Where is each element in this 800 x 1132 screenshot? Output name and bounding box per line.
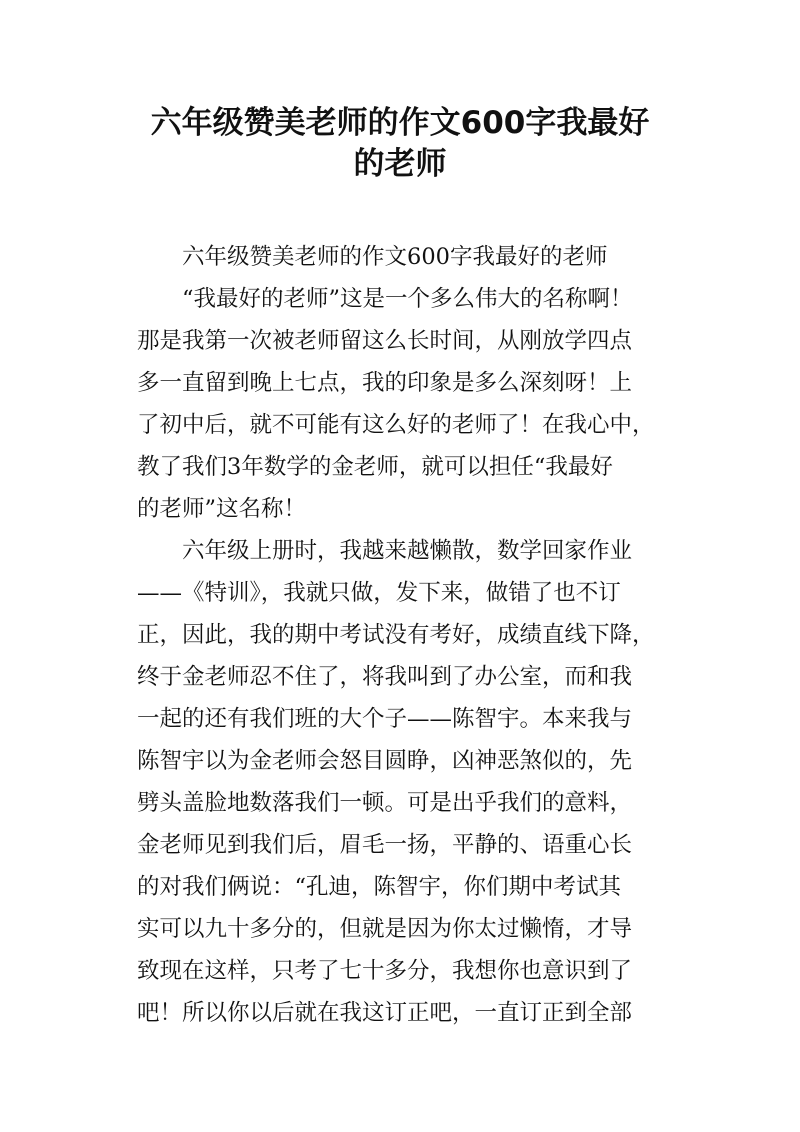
body-line: 多一直留到晚上七点，我的印象是多么深刻呀！上 xyxy=(137,370,633,396)
body-line: 正，因此，我的期中考试没有考好，成绩直线下降， xyxy=(137,622,655,648)
body-line: 吧！所以你以后就在我这订正吧，一直订正到全部 xyxy=(137,1000,633,1026)
body-line: 终于金老师忍不住了，将我叫到了办公室，而和我 xyxy=(137,664,633,690)
body-line: 六年级赞美老师的作文600字我最好的老师 xyxy=(182,244,608,270)
body-line: 致现在这样，只考了七十多分，我想你也意识到了 xyxy=(137,958,633,984)
body-line: 陈智宇以为金老师会怒目圆睁，凶神恶煞似的，先 xyxy=(137,748,633,774)
body-line: “我最好的老师”这是一个多么伟大的名称啊！ xyxy=(182,286,633,312)
body-line: 劈头盖脸地数落我们一顿。可是出乎我们的意料， xyxy=(137,790,633,816)
body-line: 金老师见到我们后，眉毛一扬，平静的、语重心长 xyxy=(137,832,633,858)
body-line: 六年级上册时，我越来越懒散，数学回家作业 xyxy=(182,538,633,564)
document-title-line-1: 六年级赞美老师的作文600字我最好 xyxy=(150,105,650,141)
body-line: 了初中后，就不可能有这么好的老师了！在我心中， xyxy=(137,412,655,438)
body-line: 的对我们俩说：“孔迪，陈智宇，你们期中考试其 xyxy=(137,874,622,900)
body-line: ——《特训》，我就只做，发下来，做错了也不订 xyxy=(137,580,621,606)
document-title-line-2: 的老师 xyxy=(353,146,447,182)
body-line: 的老师”这名称！ xyxy=(137,496,307,522)
body-line: 那是我第一次被老师留这么长时间，从刚放学四点 xyxy=(137,328,633,354)
body-line: 教了我们3年数学的金老师，就可以担任“我最好 xyxy=(137,454,613,480)
body-line: 实可以九十多分的，但就是因为你太过懒惰，才导 xyxy=(137,916,633,942)
body-line: 一起的还有我们班的大个子——陈智宇。本来我与 xyxy=(137,706,633,732)
